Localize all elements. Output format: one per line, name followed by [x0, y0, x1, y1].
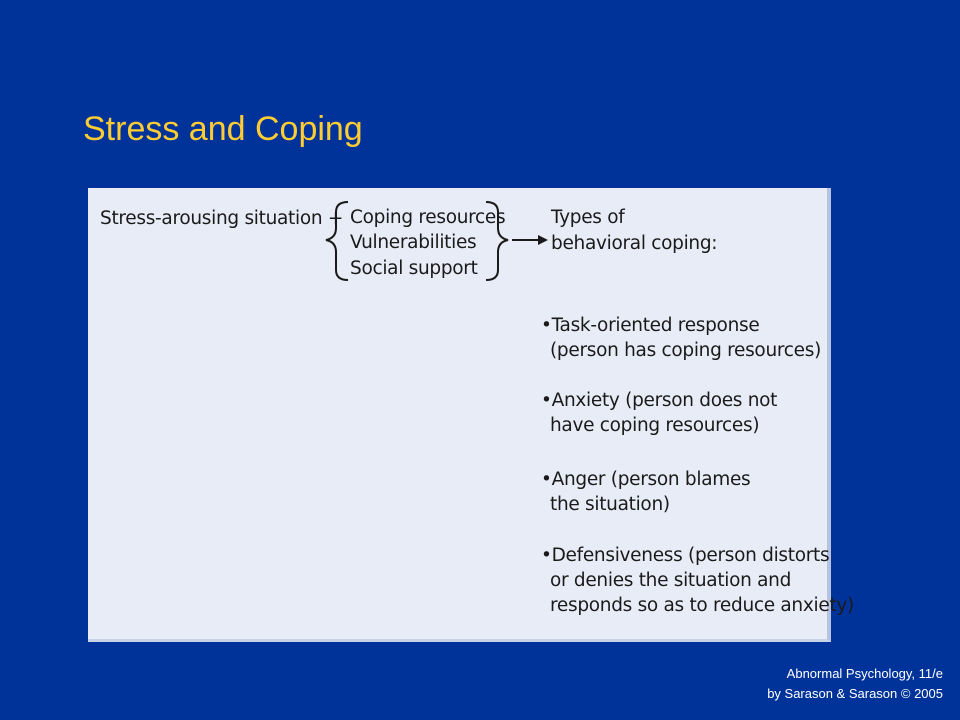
response-line: •Anxiety (person does not	[541, 390, 778, 411]
factor-coping-resources: Coping resources	[350, 207, 506, 228]
footer-citation	[767, 664, 943, 704]
response-line: •Anger (person blames	[541, 469, 751, 490]
types-heading-line2: behavioral coping:	[551, 233, 718, 254]
response-line: (person has coping resources)	[550, 340, 821, 361]
stress-situation-label: Stress-arousing situation +	[100, 208, 344, 229]
arrow-head	[538, 235, 548, 245]
types-heading-line1: Types of	[551, 207, 625, 228]
response-line: the situation)	[550, 494, 670, 515]
response-line: responds so as to reduce anxiety)	[550, 595, 854, 616]
response-line: have coping resources)	[550, 415, 760, 436]
footer-line1: Abnormal Psychology, 11/e	[786, 666, 943, 681]
left-brace	[326, 202, 348, 280]
response-line: •Defensiveness (person distorts	[541, 545, 830, 566]
factor-social-support: Social support	[350, 258, 478, 279]
response-task-oriented	[541, 313, 821, 363]
slide-title: Stress and Coping	[83, 110, 363, 148]
response-defensiveness	[541, 543, 854, 618]
response-line: or denies the situation and	[550, 570, 792, 591]
response-anxiety	[541, 388, 777, 438]
factor-vulnerabilities: Vulnerabilities	[350, 232, 477, 253]
response-anger	[541, 467, 750, 517]
coping-diagram	[88, 188, 854, 642]
footer-line2: by Sarason & Sarason © 2005	[767, 686, 943, 701]
response-line: •Task-oriented response	[541, 315, 760, 336]
